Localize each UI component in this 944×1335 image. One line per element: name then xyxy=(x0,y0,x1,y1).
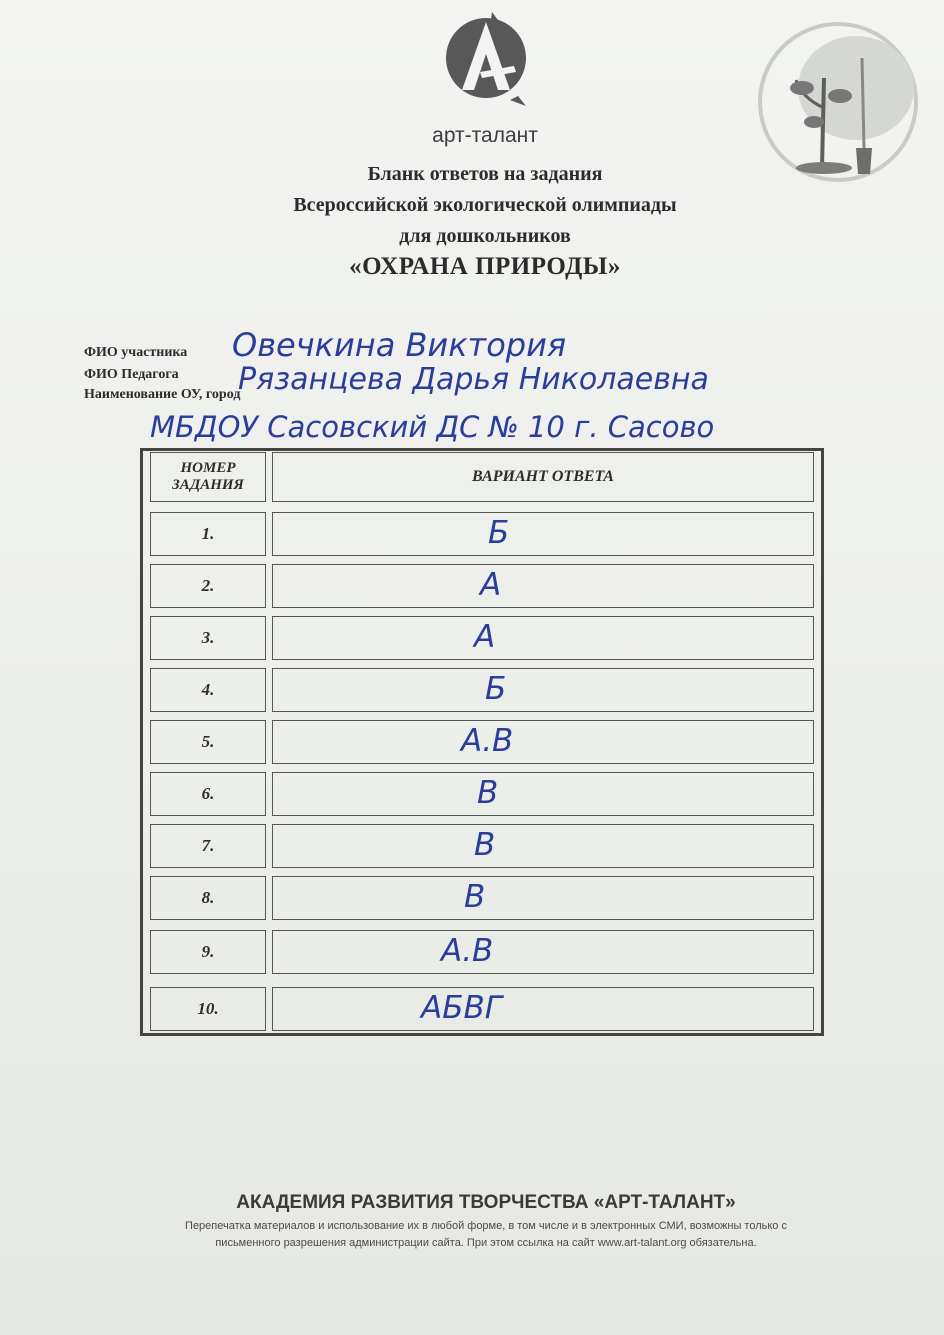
answer-cell xyxy=(272,668,814,712)
answer-cell xyxy=(272,876,814,920)
answer-value: А.В xyxy=(461,723,514,759)
participant-name: Овечкина Виктория xyxy=(232,326,567,364)
answer-value: В xyxy=(474,827,496,863)
task-number: 4. xyxy=(150,668,266,712)
task-number: 7. xyxy=(150,824,266,868)
task-number: 10. xyxy=(150,987,266,1031)
teacher-label: ФИО Педагога xyxy=(84,367,179,382)
footer-title: АКАДЕМИЯ РАЗВИТИЯ ТВОРЧЕСТВА «АРТ-ТАЛАНТ» xyxy=(236,1192,736,1213)
answer-cell xyxy=(272,772,814,816)
copyright-note-line-1: Перепечатка материалов и использование их в любой форме, в том числе и в электронных СМИ, возможны только с xyxy=(185,1220,787,1232)
task-number: 2. xyxy=(150,564,266,608)
task-number: 3. xyxy=(150,616,266,660)
answer-value: В xyxy=(477,775,499,811)
organization-name: МБДОУ Сасовский ДС № 10 г. Сасово xyxy=(150,410,715,444)
task-number: 6. xyxy=(150,772,266,816)
answer-cell xyxy=(272,987,814,1031)
organization-label: Наименование ОУ, город xyxy=(84,387,241,402)
answer-value: Б xyxy=(488,515,510,551)
task-number: 5. xyxy=(150,720,266,764)
answer-value: АБВГ xyxy=(421,990,503,1026)
answer-header: ВАРИАНТ ОТВЕТА xyxy=(272,452,814,502)
title-line-2: Всероссийской экологической олимпиады xyxy=(293,194,677,216)
answer-value: Б xyxy=(485,671,507,707)
nature-emblem-icon xyxy=(752,18,924,186)
art-talant-logo-icon xyxy=(440,6,532,116)
answer-cell xyxy=(272,564,814,608)
title-line-1: Бланк ответов на задания xyxy=(367,163,603,185)
task-number: 8. xyxy=(150,876,266,920)
brand-name: арт-талант xyxy=(432,124,538,147)
answer-value: В xyxy=(464,879,486,915)
task-number: 9. xyxy=(150,930,266,974)
answer-cell xyxy=(272,512,814,556)
task-number: 1. xyxy=(150,512,266,556)
task-number-header: НОМЕР ЗАДАНИЯ xyxy=(150,452,266,502)
olympiad-title: «ОХРАНА ПРИРОДЫ» xyxy=(349,253,621,280)
answer-cell xyxy=(272,616,814,660)
answer-cell xyxy=(272,720,814,764)
teacher-name: Рязанцева Дарья Николаевна xyxy=(238,362,709,397)
answer-cell xyxy=(272,930,814,974)
answer-value: А xyxy=(480,567,502,603)
answer-value: А.В xyxy=(441,933,494,969)
copyright-note-line-2: письменного разрешения администрации сайта. При этом ссылка на сайт www.art-talant.org обязательна. xyxy=(215,1237,757,1249)
answer-cell xyxy=(272,824,814,868)
answer-value: А xyxy=(474,619,496,655)
title-line-3: для дошкольников xyxy=(399,225,571,247)
participant-label: ФИО участника xyxy=(84,345,188,360)
